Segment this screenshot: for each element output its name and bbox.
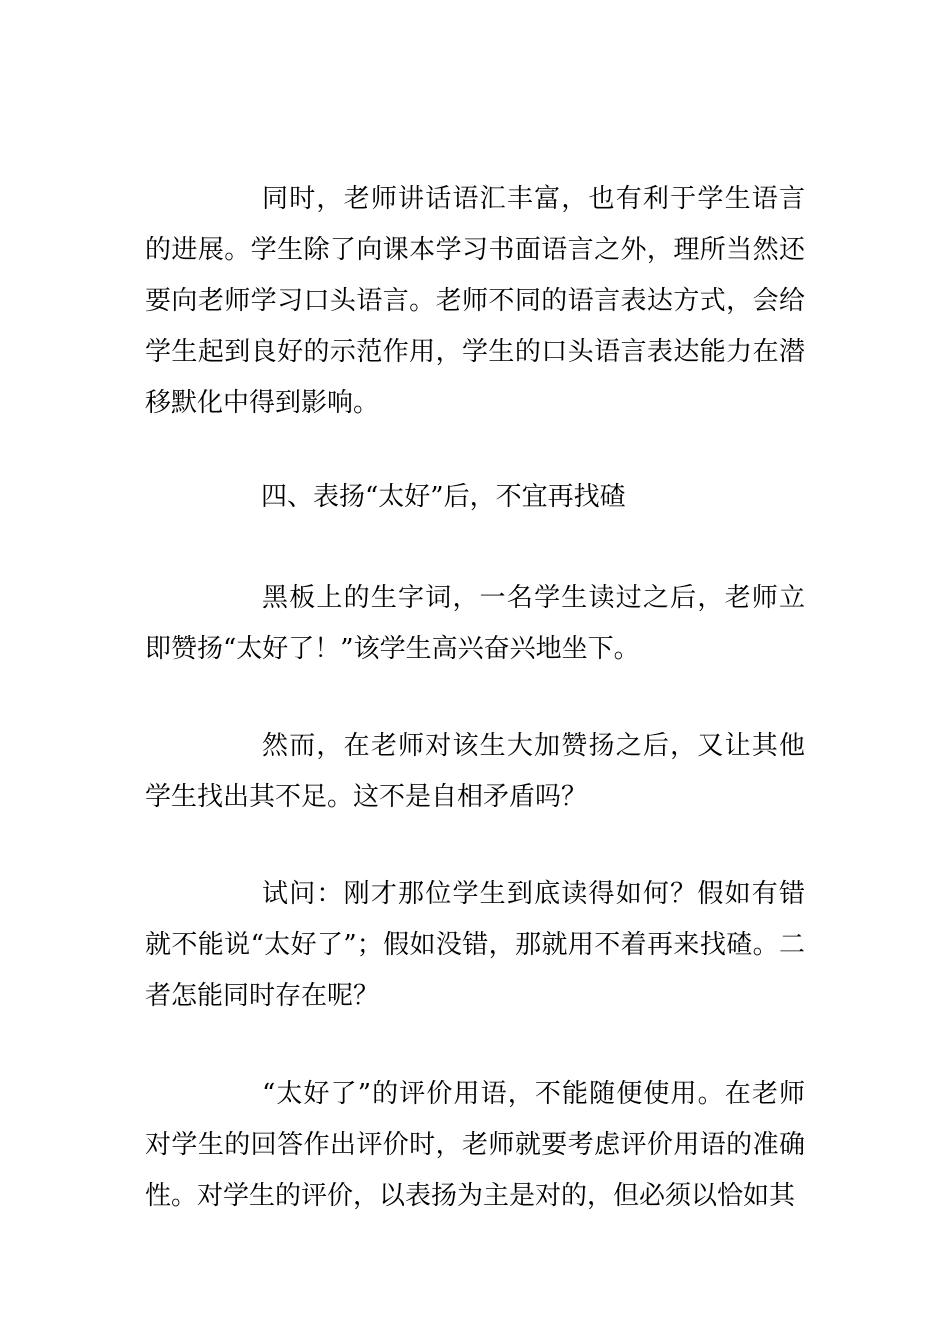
paragraph-contradiction: 然而，在老师对该生大加赞扬之后，又让其他学生找出其不足。这不是自相矛盾吗？: [145, 731, 805, 812]
paragraph-language-influence: 同时，老师讲话语汇丰富，也有利于学生语言的进展。学生除了向课本学习书面语言之外，理所当然还要向老师学习口头语言。老师不同的语言表达方式，会给学生起到良好的示范作用，学生的口头语言表达能力在潜移默化中得到影响。: [145, 184, 805, 418]
section-heading: 四、表扬“太好”后，不宜再找碴: [261, 482, 626, 512]
paragraph-question: 试问：刚才那位学生到底读得如何？假如有错就不能说“太好了”；假如没错，那就用不着再来找碴。二者怎能同时存在呢？: [145, 879, 805, 1011]
paragraph-evaluation-language: “太好了”的评价用语，不能随便使用。在老师对学生的回答作出评价时，老师就要考虑评价用语的准确性。对学生的评价，以表扬为主是对的，但必须以恰如其: [145, 1079, 805, 1211]
paragraph-blackboard-reading: 黑板上的生字词，一名学生读过之后，老师立即赞扬“太好了！”该学生高兴奋兴地坐下。: [145, 583, 805, 664]
